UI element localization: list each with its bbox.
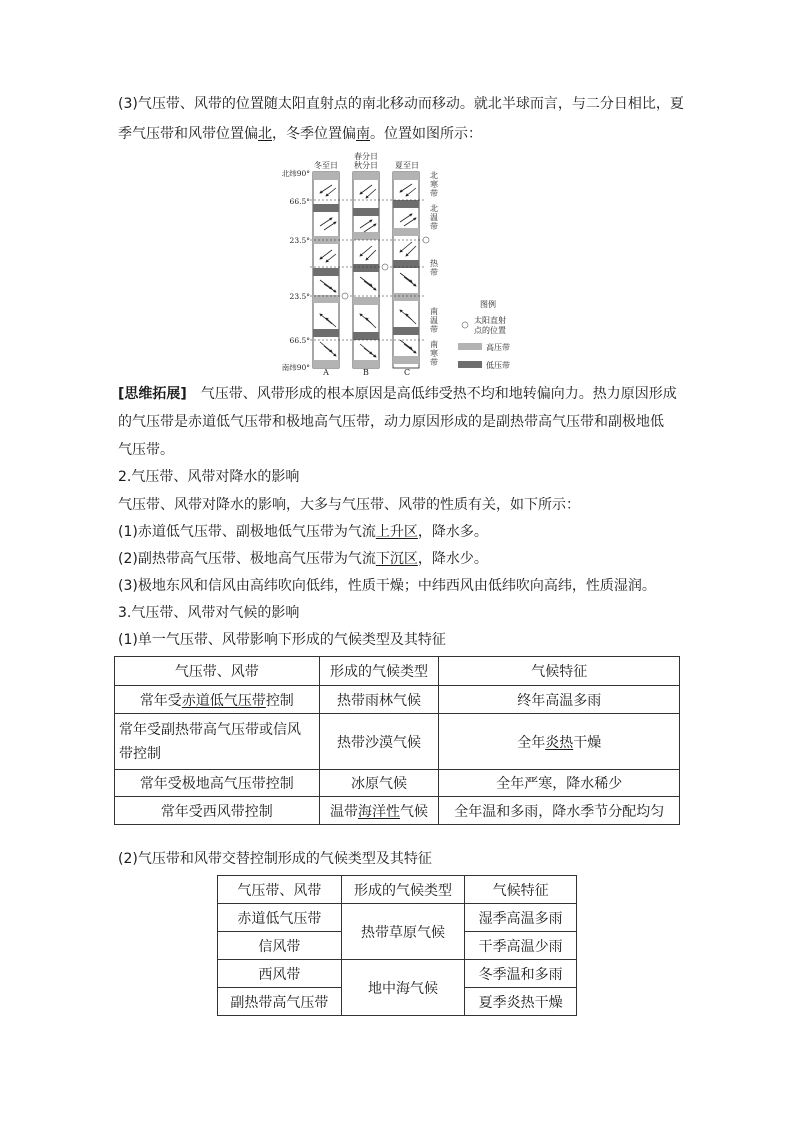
col-letter-c: C [403, 368, 411, 377]
section-2-item-1: (1)赤道低气压带、副极地低气压带为气流上升区，降水多。 [118, 524, 488, 540]
table-row: 常年受西风带控制 温带海洋性气候 全年温和多雨，降水季节分配均匀 [115, 797, 680, 825]
svg-text:低压带: 低压带 [486, 361, 510, 370]
low-pressure-swatch [458, 361, 482, 368]
table-row: 西风带 地中海气候 冬季温和多雨 [218, 960, 577, 988]
para-line-2: 季气压带和风带位置偏北，冬季位置偏南。位置如图所示： [118, 126, 482, 142]
svg-text:寒: 寒 [430, 180, 438, 189]
section-2-intro: 气压带、风带对降水的影响，大多与气压带、风带的性质有关，如下所示： [118, 497, 580, 513]
expand-line-3: 气压带。 [118, 442, 174, 458]
svg-text:带: 带 [430, 325, 438, 334]
legend [458, 299, 510, 370]
svg-text:寒: 寒 [430, 349, 438, 358]
svg-text:温: 温 [430, 316, 438, 325]
column-c [393, 172, 419, 368]
col-equinox-label-2: 秋分日 [354, 161, 378, 170]
table-row: 副热带高气压带 夏季炎热干燥 [218, 988, 577, 1016]
svg-text:带: 带 [430, 222, 438, 231]
expand-line-1: [思维拓展] 气压带、风带形成的根本原因是高低纬受热不均和地转偏向力。热力原因形成 [118, 386, 677, 402]
lat-label-n665: 66.5° [289, 197, 310, 206]
climate-table-single: 气压带、风带 形成的气候类型 气候特征 常年受赤道低气压带控制 热带雨林气候 终年高温多雨 常年受副热带高气压带或信风 带控制 热带沙漠气候 全年炎热干燥 常年受极地高气压带控制 冰原气候 全年严寒，降水稀少 常年受西风带控制 温带海洋性气候 全年温和多雨，降水季节分配均匀 [114, 656, 680, 825]
lat-label-n235: 23.5° [289, 236, 310, 245]
col-equinox-label-1: 春分日 [354, 152, 378, 161]
svg-text:带: 带 [430, 189, 438, 198]
column-a [313, 172, 339, 368]
svg-text:带: 带 [430, 358, 438, 367]
table-row: 信风带 干季高温少雨 [218, 932, 577, 960]
svg-text:点的位置: 点的位置 [474, 326, 506, 335]
section-2-item-3: (3)极地东风和信风由高纬吹向低纬，性质干燥；中纬西风由低纬吹向高纬，性质湿润。 [118, 578, 656, 594]
section-3-sub-2: (2)气压带和风带交替控制形成的气候类型及其特征 [118, 851, 432, 867]
svg-text:南: 南 [430, 307, 438, 316]
section-3-title: 3.气压带、风带对气候的影响 [118, 605, 300, 621]
zone-labels [430, 170, 439, 367]
section-3-sub-1: (1)单一气压带、风带影响下形成的气候类型及其特征 [118, 632, 446, 648]
para-line-1: (3)气压带、风带的位置随太阳直射点的南北移动而移动。就北半球而言，与二分日相比，夏 [118, 96, 684, 112]
svg-text:高压带: 高压带 [486, 343, 510, 352]
svg-text:太阳直射: 太阳直射 [474, 316, 506, 325]
col-letter-a: A [323, 368, 329, 377]
column-b [353, 172, 379, 368]
sun-legend-icon [462, 322, 468, 328]
high-pressure-swatch [458, 343, 482, 350]
lat-label-s90: 南纬90° [281, 363, 310, 372]
expand-line-2: 的气压带是赤道低气压带和极地高气压带，动力原因形成的是副热带高气压带和副极地低 [118, 414, 664, 430]
col-letter-b: B [363, 368, 369, 377]
table-row: 常年受极地高气压带控制 冰原气候 全年严寒，降水稀少 [115, 770, 680, 797]
climate-table-alternating: 气压带、风带 形成的气候类型 气候特征 赤道低气压带 热带草原气候 湿季高温多雨 信风带 干季高温少雨 西风带 地中海气候 冬季温和多雨 副热带高气压带 夏季炎热干燥 [217, 875, 577, 1016]
table-row: 常年受副热带高气压带或信风 带控制 热带沙漠气候 全年炎热干燥 [115, 714, 680, 770]
lat-label-n90: 北纬90° [281, 169, 310, 178]
table-row: 赤道低气压带 热带草原气候 湿季高温多雨 [218, 904, 577, 932]
svg-text:图例: 图例 [480, 300, 496, 309]
svg-text:南: 南 [430, 340, 438, 349]
svg-text:北: 北 [430, 171, 438, 180]
svg-text:带: 带 [430, 268, 438, 277]
pressure-belt-diagram [270, 152, 540, 377]
table-row: 常年受赤道低气压带控制 热带雨林气候 终年高温多雨 [115, 686, 680, 714]
lat-label-s665: 66.5° [289, 336, 310, 345]
lat-label-s235: 23.5° [289, 292, 310, 301]
svg-text:温: 温 [430, 213, 438, 222]
section-2-title: 2.气压带、风带对降水的影响 [118, 469, 300, 485]
svg-text:北: 北 [430, 204, 438, 213]
section-2-item-2: (2)副热带高气压带、极地高气压带为气流下沉区，降水少。 [118, 551, 488, 567]
col-winter-label: 冬至日 [314, 161, 338, 170]
col-summer-label: 夏至日 [395, 161, 419, 170]
svg-text:热: 热 [430, 259, 438, 268]
